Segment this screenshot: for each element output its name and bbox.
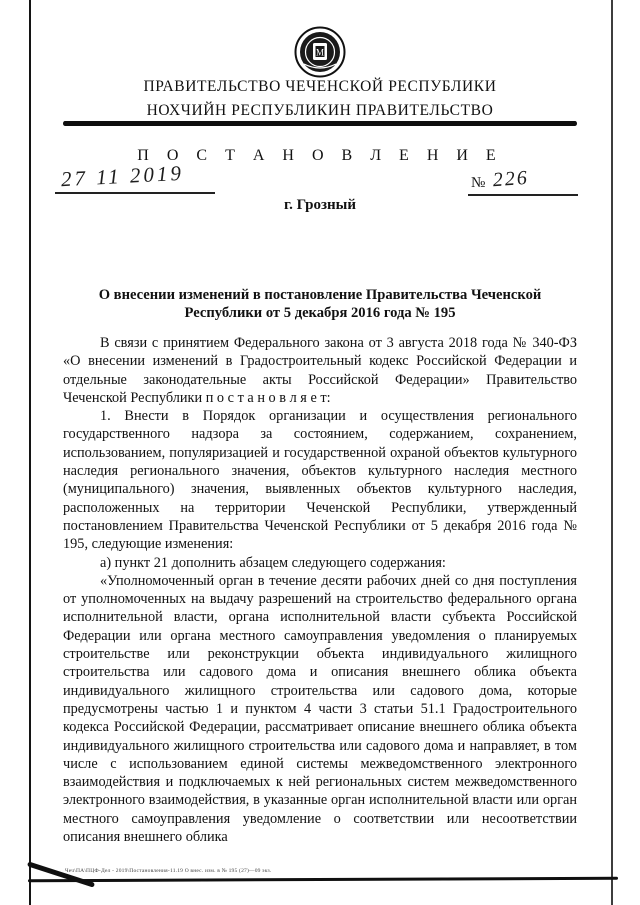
org-name-russian: ПРАВИТЕЛЬСТВО ЧЕЧЕНСКОЙ РЕСПУБЛИКИ xyxy=(143,78,497,95)
handwritten-date: 27 11 2019 xyxy=(60,160,185,192)
paragraph-item-1: 1. Внести в Порядок организации и осуществления регионального государственного надзора за состоянием, содержанием, сохранением, использованием, популяризацией и государственной охраной объектов культурного наследия регионального значения, объектов культурного наследия местного (муниципального) значения, выявленных объектов культурного наследия, расположенных на территории Чеченской Республики, утвержденный постановлением Правительства Чеченской Республики от 5 декабря 2016 года № 195, следующие изменения: xyxy=(63,408,577,553)
footer-filing-note: Чеч\ПА\ПЦФ-Дел - 2019\Постановления-11.19 О внес. изм. в № 195 (27)—09 экз. xyxy=(65,868,272,874)
document-title xyxy=(63,287,577,322)
number-underline xyxy=(468,194,578,196)
city-label: г. Грозный xyxy=(283,197,357,213)
document-body xyxy=(63,334,577,846)
emblem-container xyxy=(63,26,577,83)
coat-of-arms-emblem-icon xyxy=(294,26,346,78)
paragraph-item-a: а) пункт 21 дополнить абзацем следующего содержания: xyxy=(100,554,446,571)
scan-edge-bottom xyxy=(28,877,618,883)
number-sign-label: № xyxy=(471,175,486,191)
handwritten-number: 226 xyxy=(492,166,530,192)
svg-text:М: М xyxy=(315,47,325,58)
scan-edge-left xyxy=(29,0,31,905)
document-number-block xyxy=(471,166,530,193)
paragraph-preamble: В связи с принятием Федерального закона от 3 августа 2018 года № 340-ФЗ «О внесении изменений в Градостроительный кодекс Российской Федерации и отдельные законодательные акты Российской Федерации» Правительство Чеченской Республики п о с т а н о в л я е т: xyxy=(63,335,577,406)
header-divider xyxy=(63,121,577,126)
date-underline xyxy=(55,192,215,194)
document-type-heading: П О С Т А Н О В Л Е Н И Е xyxy=(137,147,503,164)
org-name-chechen: НОХЧИЙН РЕСПУБЛИКИН ПРАВИТЕЛЬСТВО xyxy=(146,102,494,119)
paragraph-quoted-text: «Уполномоченный орган в течение десяти рабочих дней со дня поступления от уполномоченных на выдачу разрешений на строительство федерального органа исполнительной власти, органа исполнительной власти субъекта Российской Федерации или органа местного самоуправления уведомления о планируемых строительстве или реконструкции объекта индивидуального жилищного строительства или садового дома и описания внешнего облика объекта индивидуального жилищного строительства или садового дома, которые предусмотрены частью 1 и пунктом 4 части 3 статьи 51.1 Градостроительного кодекса Российской Федерации, рассматривает описание внешнего облика объекта индивидуального жилищного строительства или садового дома и направляет, в том числе с использованием единой системы межведомственного электронного взаимодействия и подключаемых к ней региональных систем межведомственного электронного взаимодействия, в указанные орган исполнительной власти или орган местного самоуправления уведомление о соответствии или несоответствии описания внешнего облика xyxy=(63,572,577,846)
scan-edge-right xyxy=(611,0,613,905)
scan-edge-bottom-corner xyxy=(27,861,95,887)
document-title-text: О внесении изменений в постановление Правительства Чеченской Республики от 5 декабря 2016 года № 195 xyxy=(98,287,542,321)
